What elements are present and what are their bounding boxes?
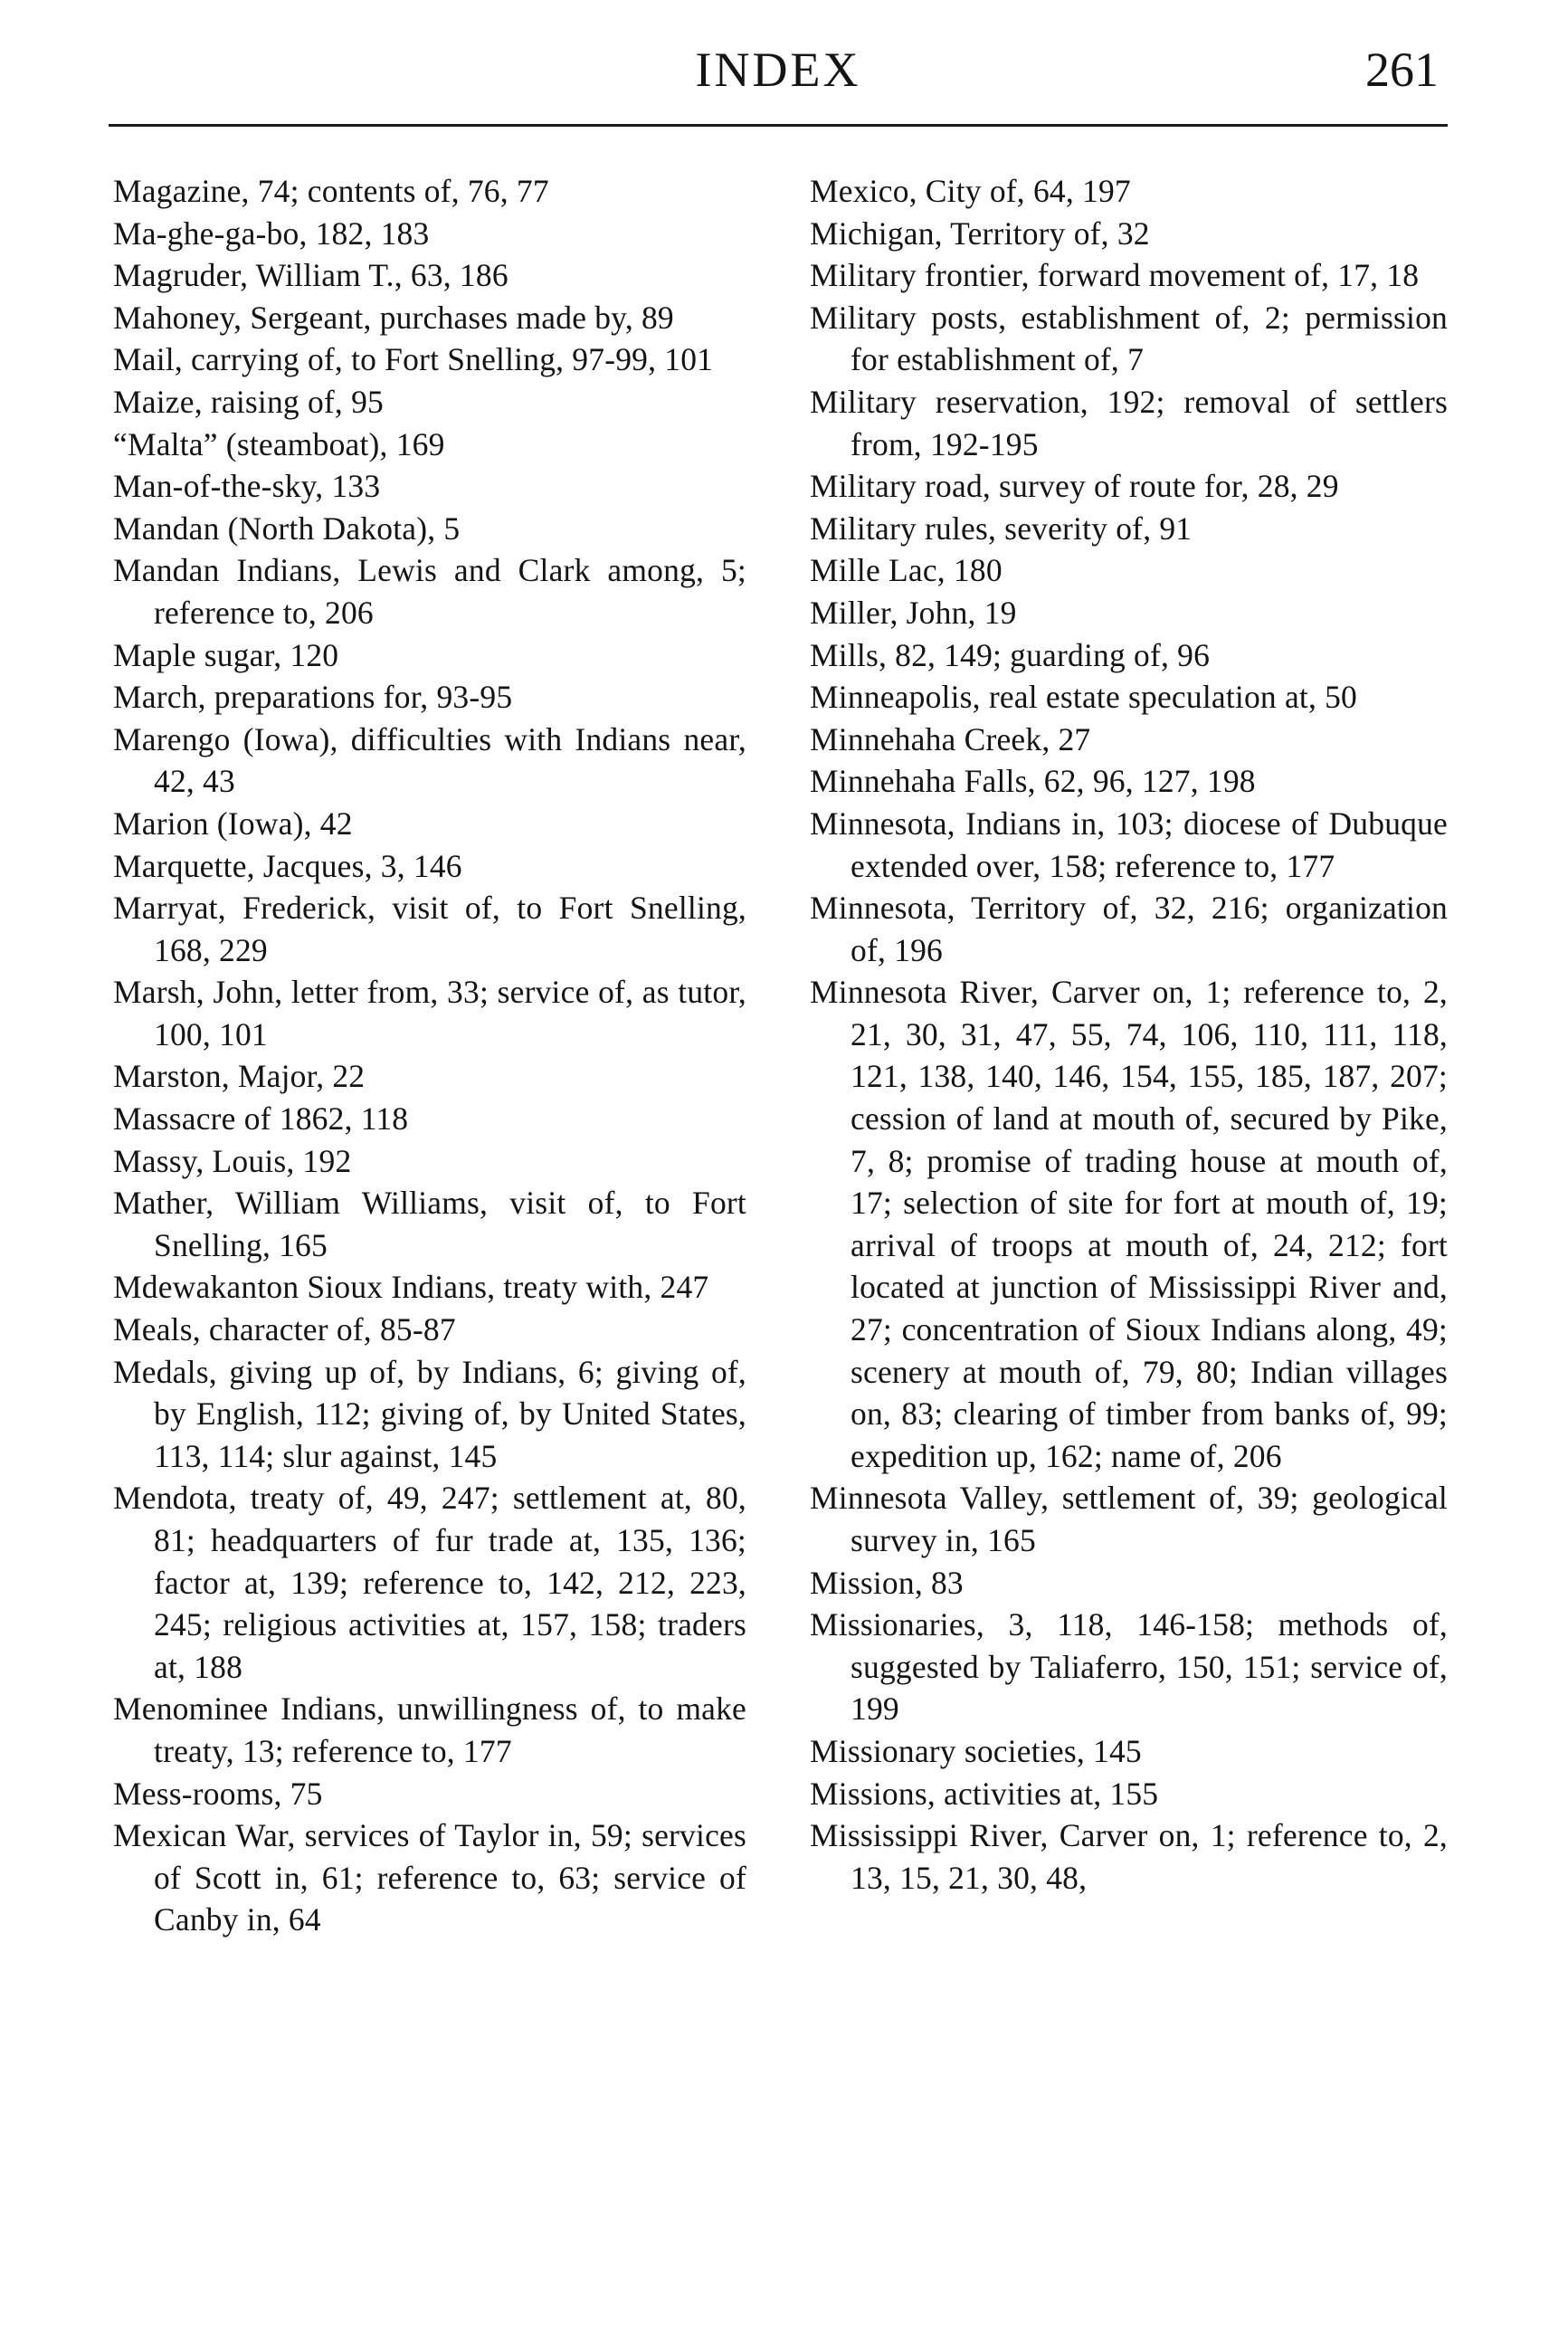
running-head [109, 36, 1448, 127]
index-entry: Mahoney, Sergeant, purchases made by, 89 [113, 299, 674, 336]
index-entry: Minnesota River, Carver on, 1; reference to, 2, 21, 30, 31, 47, 55, 74, 106, 110, 111, 118, 121, 138, 140, 146, 154, 155, 185, 187, 207; cession of land at mouth of, secured by Pike, 7, 8; promise of trading house at mouth of, 17; selection of site for fort at mouth of, 19; arrival of troops at mouth of, 24, 212; fort located at junction of Mississippi River and, 27; concentration of Sioux Indians along, 49; scenery at mouth of, 79, 80; Indian villages on, 83; clearing of timber from banks of, 99; expedition up, 162; name of, 206 [810, 974, 1448, 1474]
index-entry: Magruder, William T., 63, 186 [113, 257, 508, 294]
index-entry: Meals, character of, 85-87 [113, 1311, 456, 1348]
page-number: 261 [1365, 43, 1439, 97]
index-entry: Maple sugar, 120 [113, 636, 339, 673]
index-entry: Marquette, Jacques, 3, 146 [113, 847, 462, 884]
index-entry: Menominee Indians, unwillingness of, to make treaty, 13; reference to, 177 [113, 1690, 746, 1769]
header-rule [109, 124, 1448, 127]
index-entry: Marengo (Iowa), difficulties with Indians near, 42, 43 [113, 720, 746, 800]
index-column-left [113, 170, 746, 1941]
index-entry: Medals, giving up of, by Indians, 6; giving of, by English, 112; giving of, by United States, 113, 114; slur against, 145 [113, 1353, 746, 1474]
index-entry: Magazine, 74; contents of, 76, 77 [113, 173, 549, 209]
index-entry: March, preparations for, 93-95 [113, 679, 513, 716]
index-entry: Minnesota, Territory of, 32, 216; organization of, 196 [810, 890, 1448, 968]
index-entry: Minnehaha Falls, 62, 96, 127, 198 [810, 763, 1256, 800]
index-entry: Military rules, severity of, 91 [810, 509, 1193, 547]
index-entry: Miller, John, 19 [810, 594, 1017, 631]
index-entry: Marryat, Frederick, visit of, to Fort Snelling, 168, 229 [113, 890, 746, 968]
index-entry: Mess-rooms, 75 [113, 1775, 323, 1812]
index-entry: Mandan Indians, Lewis and Clark among, 5; reference to, 206 [113, 552, 746, 631]
index-entry: Missions, activities at, 155 [810, 1775, 1159, 1812]
index-entry: Mendota, treaty of, 49, 247; settlement at, 80, 81; headquarters of fur trade at, 135, 136; factor at, 139; reference to, 142, 212, 223, 245; religious activities at, 157, 158; traders at, 188 [113, 1480, 746, 1685]
index-entry: Military posts, establishment of, 2; permission for establishment of, 7 [810, 299, 1448, 378]
index-entry: Mdewakanton Sioux Indians, treaty with, 247 [113, 1269, 709, 1306]
index-entry: Maize, raising of, 95 [113, 383, 384, 420]
index-entry: Military frontier, forward movement of, 17, 18 [810, 257, 1420, 294]
index-entry: Mandan (North Dakota), 5 [113, 509, 461, 547]
index-entry: Mail, carrying of, to Fort Snelling, 97-99, 101 [113, 341, 714, 378]
index-entry: Mexican War, services of Taylor in, 59; services of Scott in, 61; reference to, 63; service of Canby in, 64 [113, 1817, 746, 1938]
index-entry: Mather, William Williams, visit of, to Fort Snelling, 165 [113, 1185, 746, 1263]
index-entry: Mississippi River, Carver on, 1; reference to, 2, 13, 15, 21, 30, 48, [810, 1817, 1448, 1896]
index-entry: Military road, survey of route for, 28, 29 [810, 468, 1339, 505]
page-title: INDEX [695, 43, 861, 97]
index-entry: Mexico, City of, 64, 197 [810, 173, 1131, 209]
index-entry: Missionaries, 3, 118, 146-158; methods of, suggested by Taliaferro, 150, 151; service of, 199 [810, 1606, 1448, 1728]
index-entry: Minnesota Valley, settlement of, 39; geological survey in, 165 [810, 1480, 1448, 1558]
index-entry: Michigan, Territory of, 32 [810, 214, 1150, 252]
index-entry: Ma-ghe-ga-bo, 182, 183 [113, 214, 430, 252]
index-entry: Minnehaha Creek, 27 [810, 720, 1091, 757]
index-entry: Mission, 83 [810, 1564, 964, 1601]
index-entry: Mille Lac, 180 [810, 552, 1003, 589]
index-entry: Minneapolis, real estate speculation at, 50 [810, 679, 1358, 716]
index-entry: Mills, 82, 149; guarding of, 96 [810, 636, 1211, 673]
index-entry: Minnesota, Indians in, 103; diocese of Dubuque extended over, 158; reference to, 177 [810, 805, 1448, 884]
index-entry: Massacre of 1862, 118 [113, 1100, 409, 1138]
index-entry: Military reservation, 192; removal of settlers from, 192-195 [810, 383, 1448, 462]
index-entry: Man-of-the-sky, 133 [113, 468, 381, 505]
index-entry: Marion (Iowa), 42 [113, 805, 353, 842]
index-entry: Marston, Major, 22 [113, 1058, 366, 1095]
index-entry: Marsh, John, letter from, 33; service of, as tutor, 100, 101 [113, 974, 746, 1052]
index-column-right [810, 170, 1448, 1899]
index-entry: “Malta” (steamboat), 169 [113, 425, 445, 462]
index-entry: Missionary societies, 145 [810, 1732, 1142, 1769]
index-entry: Massy, Louis, 192 [113, 1142, 352, 1179]
